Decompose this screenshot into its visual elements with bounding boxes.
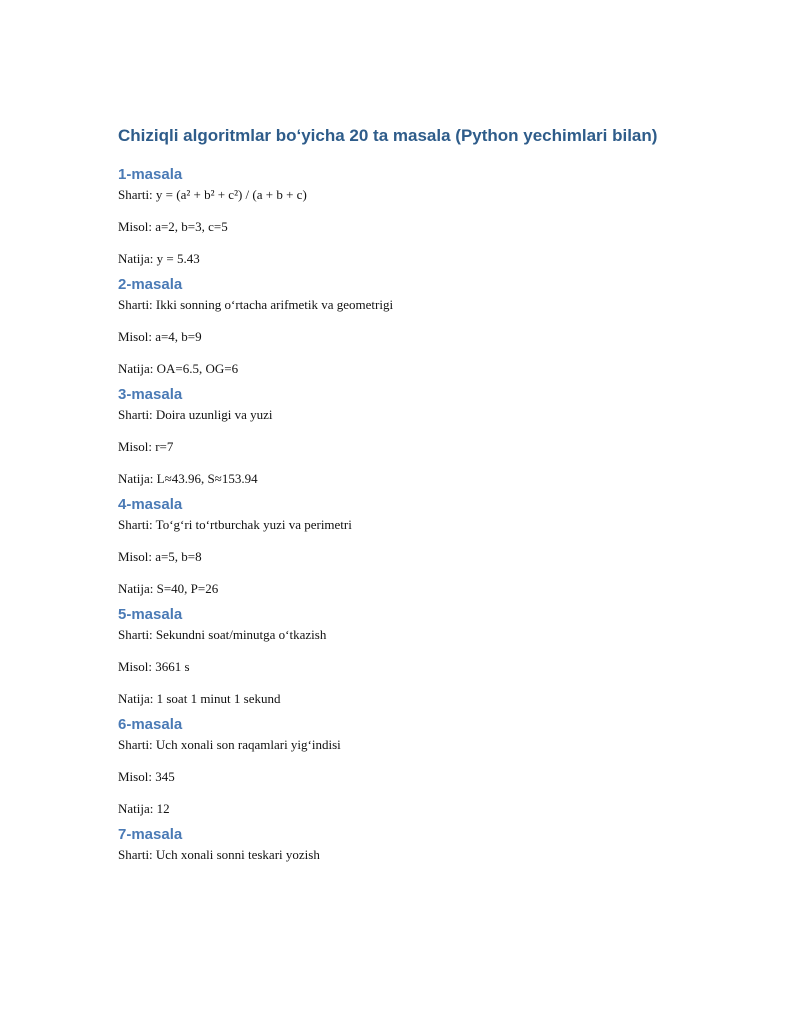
- problem-4: [118, 495, 718, 597]
- problem-example: Misol: 3661 s: [118, 659, 190, 674]
- problem-1: [118, 165, 718, 267]
- problem-result: Natija: OA=6.5, OG=6: [118, 361, 239, 376]
- problem-condition: Sharti: Sekundni soat/minutga o‘tkazish: [118, 627, 327, 642]
- problem-heading: 5-masala: [118, 606, 183, 623]
- problem-example: Misol: 345: [118, 769, 175, 784]
- problem-2: [118, 275, 718, 377]
- problem-condition: Sharti: Uch xonali sonni teskari yozish: [118, 847, 320, 862]
- problem-heading: 3-masala: [118, 386, 183, 403]
- problem-heading: 1-masala: [118, 166, 183, 183]
- problem-example: Misol: a=4, b=9: [118, 329, 202, 344]
- problem-condition: Sharti: Doira uzunligi va yuzi: [118, 407, 273, 422]
- problem-condition: Sharti: Uch xonali son raqamlari yig‘indisi: [118, 737, 341, 752]
- problem-result: Natija: S=40, P=26: [118, 581, 219, 596]
- problem-example: Misol: r=7: [118, 439, 174, 454]
- problem-heading: 2-masala: [118, 276, 183, 293]
- problem-condition: Sharti: Ikki sonning o‘rtacha arifmetik va geometrigi: [118, 297, 394, 312]
- document-title: Chiziqli algoritmlar bo‘yicha 20 ta masala (Python yechimlari bilan): [118, 126, 658, 145]
- problem-5: [118, 605, 718, 707]
- problem-result: Natija: y = 5.43: [118, 251, 200, 266]
- problem-heading: 4-masala: [118, 496, 183, 513]
- problem-condition: Sharti: To‘g‘ri to‘rtburchak yuzi va perimetri: [118, 517, 352, 532]
- document-body: [118, 124, 718, 871]
- problem-heading: 6-masala: [118, 716, 183, 733]
- problem-6: [118, 715, 718, 817]
- problem-example: Misol: a=2, b=3, c=5: [118, 219, 228, 234]
- problem-heading: 7-masala: [118, 826, 183, 843]
- problem-result: Natija: L≈43.96, S≈153.94: [118, 471, 258, 486]
- problem-7: [118, 825, 718, 863]
- problem-result: Natija: 12: [118, 801, 170, 816]
- problem-result: Natija: 1 soat 1 minut 1 sekund: [118, 691, 281, 706]
- problem-3: [118, 385, 718, 487]
- problem-example: Misol: a=5, b=8: [118, 549, 202, 564]
- problem-condition: Sharti: y = (a² + b² + c²) / (a + b + c): [118, 187, 307, 202]
